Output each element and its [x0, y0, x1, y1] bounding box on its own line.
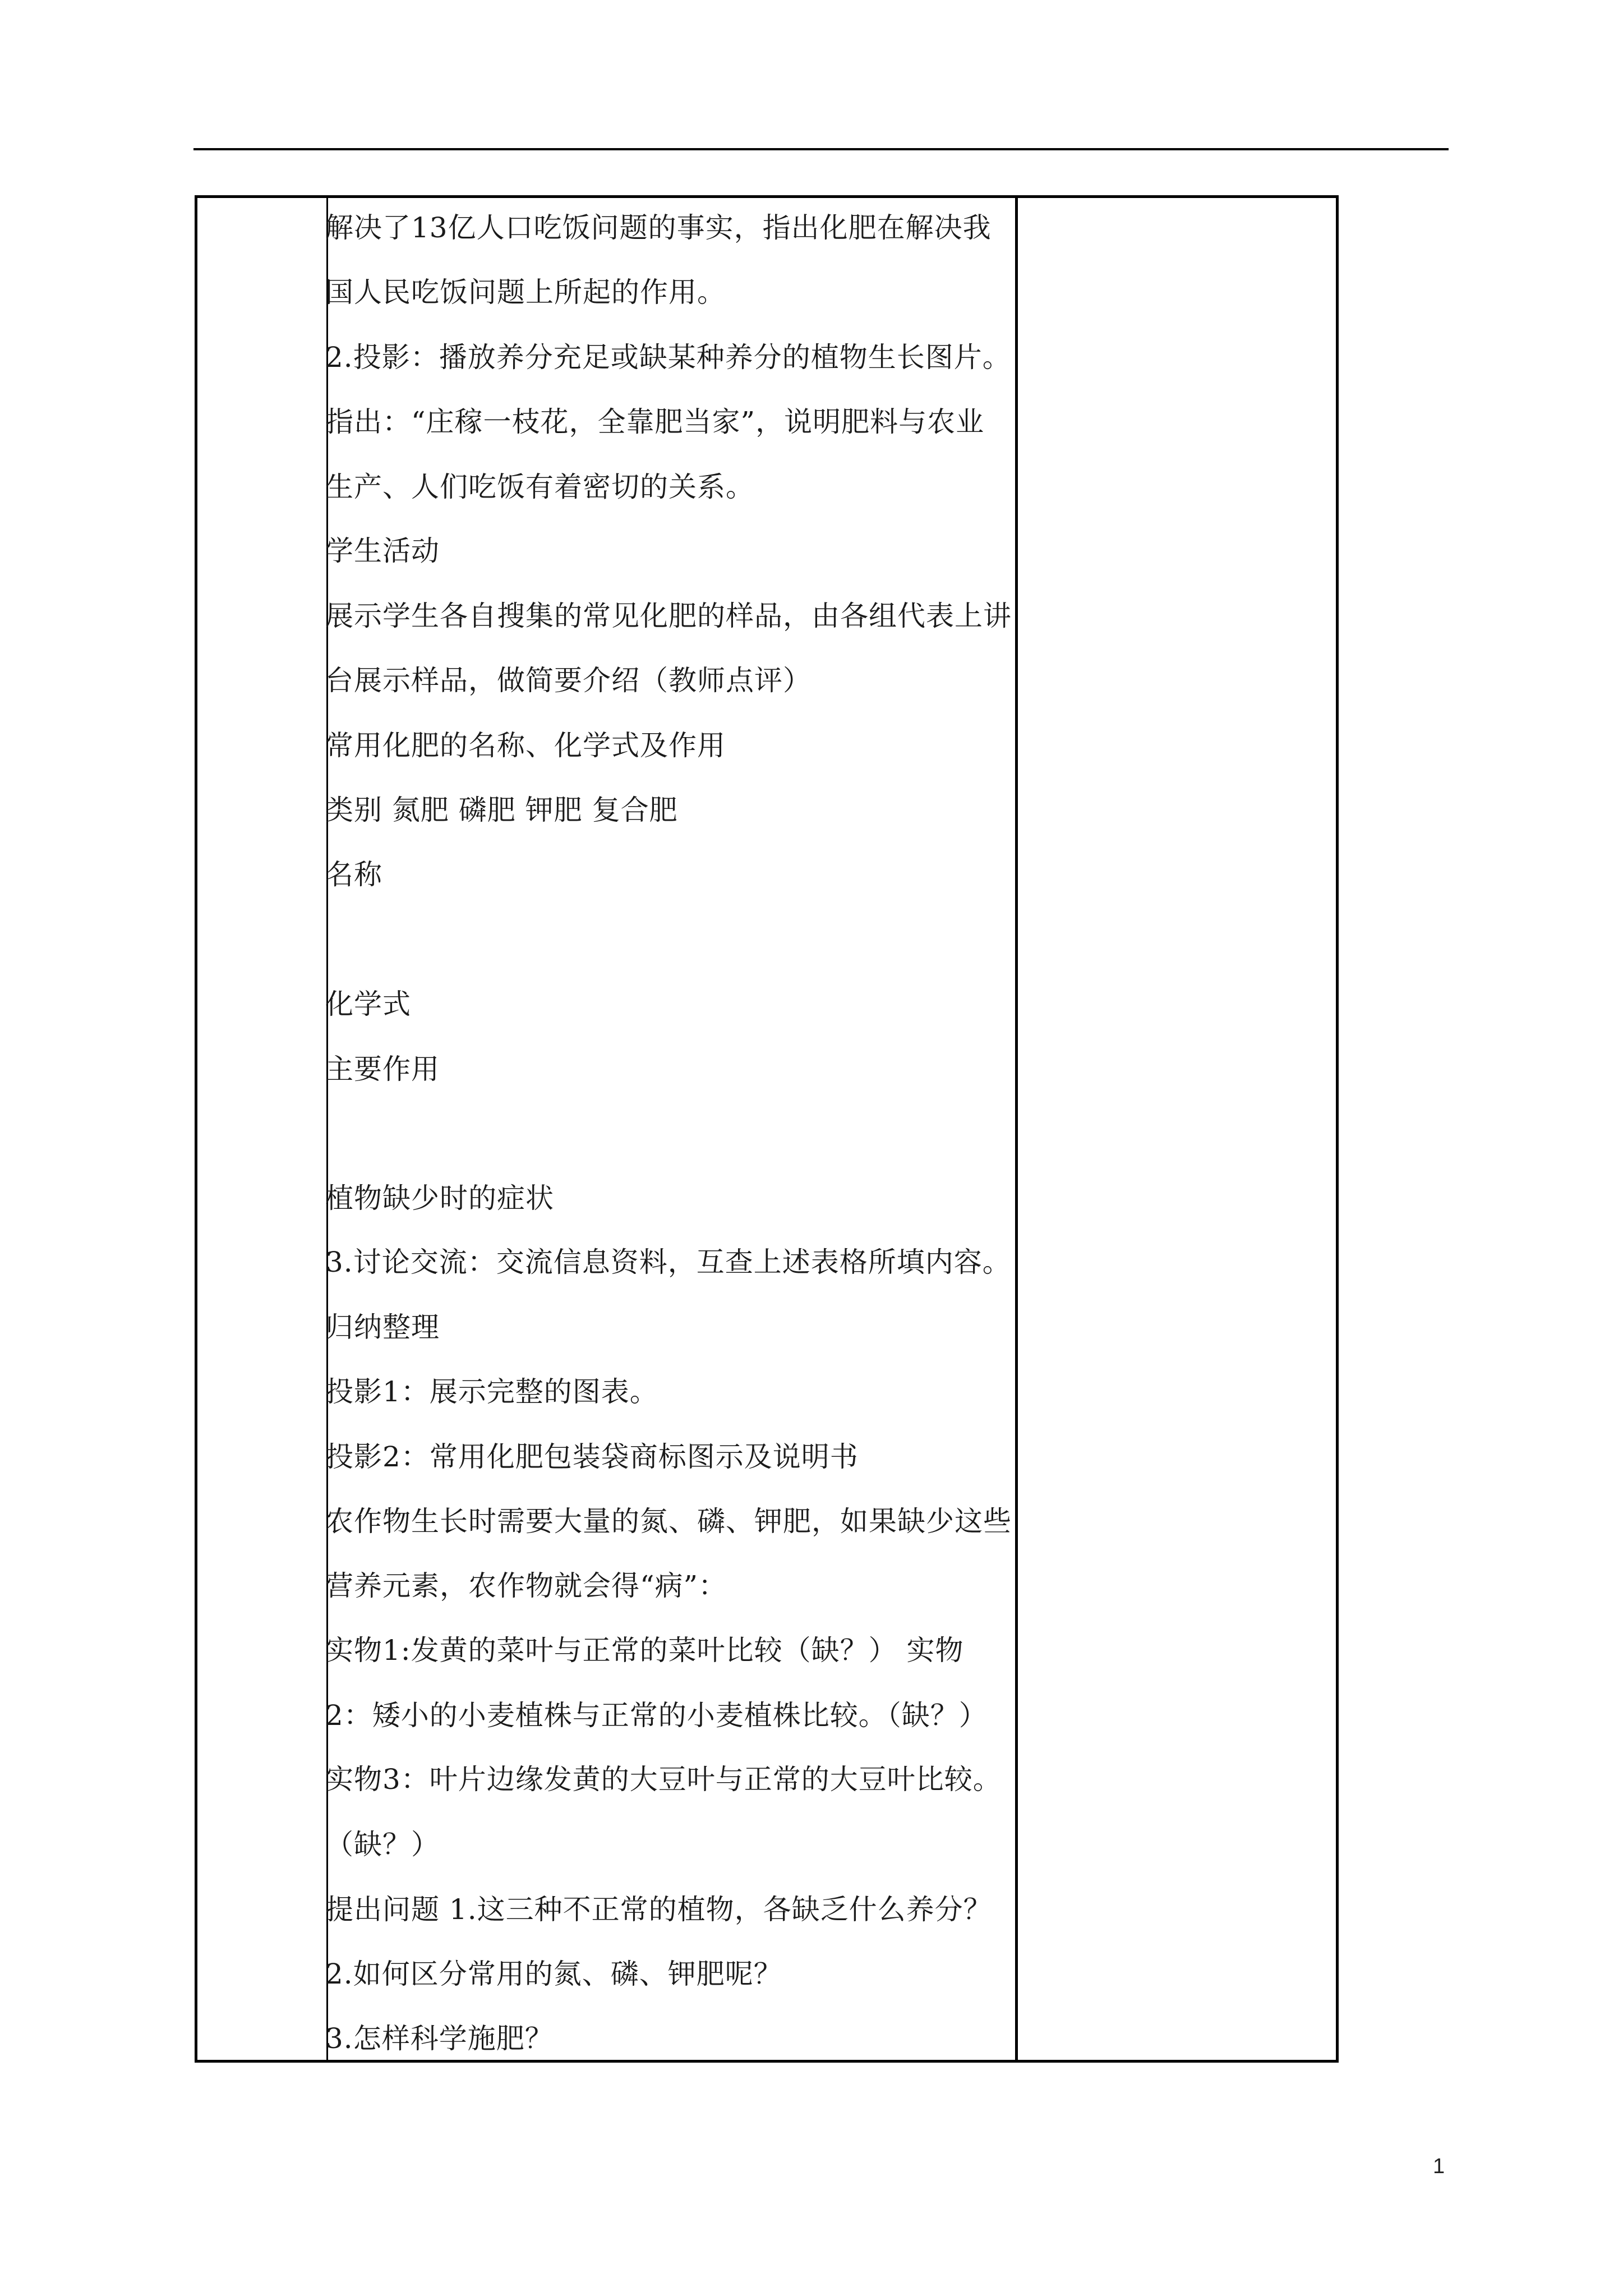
section-heading: 归纳整理: [325, 1311, 440, 1343]
question-line: 2.如何区分常用的氮、磷、钾肥呢？: [325, 1958, 782, 1990]
page-number: 1: [1433, 2155, 1445, 2178]
name-row-label: 名称: [325, 858, 382, 891]
formula-row-label: 化学式: [325, 988, 411, 1020]
text-line: 营养元素，农作物就会得“病”：: [325, 1570, 727, 1602]
text-line: 国人民吃饭问题上所起的作用。: [325, 276, 726, 309]
text-line: 指出：“庄稼一枝花，全靠肥当家”，说明肥料与农业: [325, 406, 985, 438]
symptom-row-label: 植物缺少时的症状: [325, 1182, 554, 1214]
text-line: 投影1：展示完整的图表。: [325, 1375, 658, 1408]
question-line: 3.怎样科学施肥？: [325, 2022, 554, 2055]
text-line: 2：矮小的小麦植株与正常的小麦植株比较。（缺？）: [325, 1699, 988, 1732]
column-divider-right: [1015, 198, 1018, 2060]
section-heading: 学生活动: [325, 535, 440, 567]
text-line: 实物1:发黄的菜叶与正常的菜叶比较（缺？） 实物: [325, 1634, 964, 1667]
text-line: 农作物生长时需要大量的氮、磷、钾肥，如果缺少这些: [325, 1505, 1012, 1538]
text-line: 常用化肥的名称、化学式及作用: [325, 729, 726, 762]
text-line: （缺？）: [325, 1828, 440, 1861]
text-line: 投影2：常用化肥包装袋商标图示及说明书: [325, 1441, 859, 1473]
function-row-label: 主要作用: [325, 1053, 440, 1085]
text-line: 生产、人们吃饭有着密切的关系。: [325, 471, 754, 503]
text-line: 3.讨论交流：交流信息资料，互查上述表格所填内容。: [325, 1246, 1011, 1278]
fertilizer-categories-row: 类别 氮肥 磷肥 钾肥 复合肥: [325, 794, 678, 826]
text-line: 展示学生各自搜集的常见化肥的样品，由各组代表上讲: [325, 600, 1012, 632]
text-line: 实物3：叶片边缘发黄的大豆叶与正常的大豆叶比较。: [325, 1763, 1002, 1796]
text-line: 解决了13亿人口吃饭问题的事实，指出化肥在解决我: [325, 211, 992, 244]
header-rule: [193, 148, 1449, 150]
question-line: 提出问题 1.这三种不正常的植物，各缺乏什么养分？: [325, 1893, 992, 1926]
text-line: 2.投影：播放养分充足或缺某种养分的植物生长图片。: [325, 341, 1011, 374]
text-line: 台展示样品，做简要介绍（教师点评）: [325, 664, 811, 697]
